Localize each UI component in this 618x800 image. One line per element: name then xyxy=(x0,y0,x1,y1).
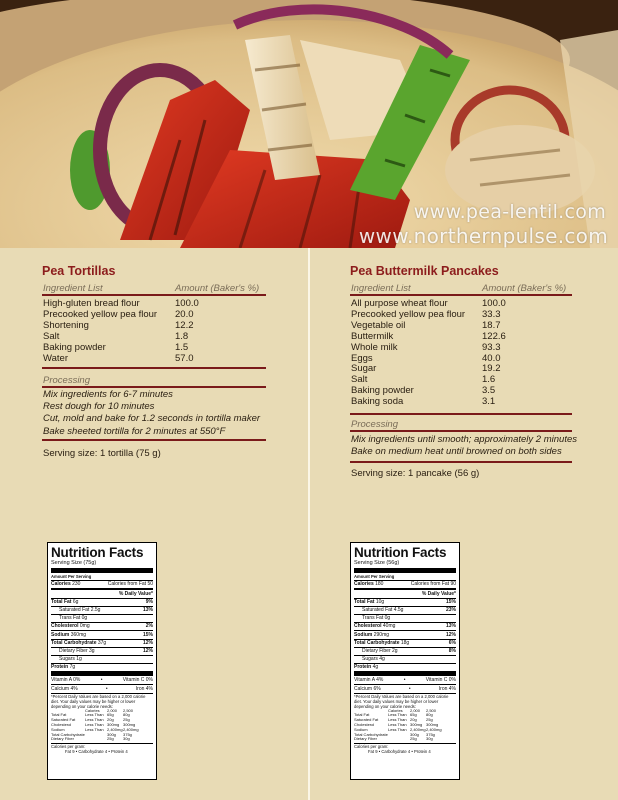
nutrient-label: Dietary Fiber xyxy=(59,647,88,654)
nutrient-row xyxy=(354,632,456,639)
daily-value-footnote: *Percent Daily Values are based on a 2,000 calorie diet. Your daily values may be higher or lower depending on your calorie needs: xyxy=(354,693,449,709)
grid-cell: Dietary Fiber xyxy=(51,736,74,742)
grid-cell: 25g xyxy=(123,717,130,723)
nutrient-row xyxy=(51,656,153,663)
ingredient-amount: 122.6 xyxy=(482,330,506,342)
mineral-row xyxy=(354,686,456,693)
iron: Iron 4% xyxy=(438,685,456,692)
vitamin-a: Vitamin A 0% xyxy=(51,677,81,684)
ingredient-amount: 1.6 xyxy=(482,374,496,386)
section-rule xyxy=(42,367,266,369)
ingredient-amount: 3.1 xyxy=(482,396,496,408)
nutrient-amount: 3g xyxy=(89,647,95,654)
ingredient-row xyxy=(351,385,581,396)
processing-steps xyxy=(351,434,577,458)
processing-rule xyxy=(350,430,572,432)
watermark-northernpulse: www.northernpulse.com xyxy=(358,224,608,248)
nutrient-row xyxy=(354,599,456,606)
nutrient-row xyxy=(354,607,456,614)
cal-fat-label: Calories from Fat xyxy=(410,580,450,587)
nutrient-label: Trans Fat xyxy=(362,615,384,622)
nutrient-dv: 23% xyxy=(445,607,456,614)
calories-value: 180 xyxy=(375,580,384,587)
processing-end-rule xyxy=(42,439,266,441)
grid-cell: Cholesterol xyxy=(51,722,72,728)
grid-cell: Less Than xyxy=(388,726,407,732)
processing-step: Mix ingredients for 6-7 minutes xyxy=(43,389,173,400)
thick-rule xyxy=(51,568,153,573)
grid-cell: 20g xyxy=(107,717,114,723)
nutrient-row xyxy=(354,640,456,647)
nutrient-amount: 18g xyxy=(400,639,410,646)
nutrient-amount: 4g xyxy=(372,663,379,670)
nutrient-row xyxy=(51,599,153,606)
nutrition-facts-label xyxy=(47,542,157,780)
grid-cell: 80g xyxy=(123,712,130,718)
daily-value-header: % Daily Value* xyxy=(421,591,456,598)
nutrient-left xyxy=(362,648,398,655)
processing-steps xyxy=(43,389,260,438)
ingredient-amount: 100.0 xyxy=(482,298,506,309)
grid-cell: 300mg xyxy=(426,722,439,728)
processing-header: Processing xyxy=(43,375,90,386)
nutrient-row xyxy=(51,607,153,614)
ingredient-amount: 40.0 xyxy=(482,352,501,364)
nutrient-dv: 6% xyxy=(448,639,456,646)
ingredient-row xyxy=(43,342,273,353)
ingredient-amount: 12.2 xyxy=(175,319,194,331)
nutrient-left xyxy=(354,599,384,606)
nutrient-left xyxy=(362,656,385,663)
vitamin-c: Vitamin C 0% xyxy=(425,677,456,684)
nutrient-amount: 2g xyxy=(392,647,398,654)
nutrient-amount: 2.5g xyxy=(90,607,101,614)
grid-cell: 2,400mg xyxy=(107,726,123,732)
calcium: Calcium 4% xyxy=(51,685,78,692)
grid-cell: 25g xyxy=(107,736,114,742)
ingredient-name: All purpose wheat flour xyxy=(351,298,448,309)
nutrient-amount: 1g xyxy=(76,655,82,662)
calories-per-gram: Calories per gram: xyxy=(51,743,86,749)
ingredient-name: Baking powder xyxy=(351,385,414,397)
grid-cell: Less Than xyxy=(388,722,407,728)
calories-value: 230 xyxy=(72,580,81,587)
processing-step: Bake sheeted tortilla for 2 minutes at 550°F xyxy=(43,425,226,437)
nutrient-row xyxy=(51,664,153,671)
ingredient-name: Vegetable oil xyxy=(351,319,406,331)
grid-cell: Total Carbohydrate xyxy=(354,731,388,737)
nutrient-label: Total Fat xyxy=(354,599,375,606)
grid-cell: Saturated Fat xyxy=(51,717,76,723)
processing-rule xyxy=(42,386,266,388)
medium-rule xyxy=(354,588,456,590)
grid-cell: Total Fat xyxy=(51,712,67,718)
ingredient-name: Sugar xyxy=(351,363,377,375)
nutrient-row xyxy=(51,640,153,647)
nutrient-left xyxy=(354,632,389,639)
nutrient-dv: 12% xyxy=(142,647,153,654)
cal-fat-value: 50 xyxy=(147,580,153,587)
nutrient-label: Cholesterol xyxy=(51,623,79,630)
ingredient-amount: 3.5 xyxy=(482,385,496,397)
grid-cell: 65g xyxy=(410,712,417,718)
grid-cell: 375g xyxy=(426,731,435,737)
nutrient-left xyxy=(59,648,95,655)
grid-cell: 20g xyxy=(410,717,417,723)
nutrient-left xyxy=(51,632,86,639)
nutrient-amount: 0g xyxy=(81,615,88,622)
grid-cell: 2,400mg xyxy=(123,726,139,732)
ingredient-row xyxy=(351,342,581,353)
bullet: • xyxy=(105,685,108,692)
nutrient-label: Total Fat xyxy=(51,599,72,606)
nutrient-amount: 10g xyxy=(375,599,385,606)
ingredient-row xyxy=(351,298,581,309)
nutrient-label: Protein xyxy=(354,663,372,670)
nutrient-dv: 13% xyxy=(445,623,456,630)
calories-from-fat xyxy=(411,581,456,588)
grid-cell: 2,000 xyxy=(107,707,118,713)
nutrient-label: Protein xyxy=(51,663,69,670)
vitamin-c: Vitamin C 0% xyxy=(122,677,153,684)
nutrient-left xyxy=(354,640,409,647)
amount-per-serving: Amount Per Serving xyxy=(354,574,395,579)
daily-value-grid xyxy=(51,709,153,743)
ingredient-name: Salt xyxy=(43,330,60,342)
nutrient-amount: 37g xyxy=(97,639,107,646)
bullet: • xyxy=(408,685,411,692)
recipe-pea-tortillas xyxy=(0,248,308,800)
ingredient-row xyxy=(351,374,581,385)
section-rule xyxy=(350,413,572,415)
ingredient-name: Whole milk xyxy=(351,341,398,353)
ingredient-list-header: Ingredient List xyxy=(43,283,103,294)
ingredient-amount: 19.2 xyxy=(482,363,501,375)
thick-rule xyxy=(354,671,456,676)
nutrient-amount: 6g xyxy=(72,599,79,606)
vitamin-a: Vitamin A 4% xyxy=(354,677,384,684)
ingredient-amount: 1.5 xyxy=(175,341,189,353)
calories-per-gram: Calories per gram: xyxy=(354,743,389,749)
processing-step: Bake on medium heat until browned on both sides xyxy=(351,446,562,458)
mineral-row xyxy=(51,686,153,693)
cal-fat-label: Calories from Fat xyxy=(107,580,147,587)
nutrient-dv: 12% xyxy=(445,631,456,638)
nutrient-dv: 15% xyxy=(445,599,456,606)
recipe-pea-buttermilk-pancakes xyxy=(310,248,618,800)
processing-step: Cut, mold and bake for 1.2 seconds in tortilla maker xyxy=(43,413,261,425)
nutrition-facts-label xyxy=(350,542,460,780)
nutrient-label: Total Carbohydrate xyxy=(51,639,97,646)
calories-from-fat xyxy=(108,581,153,588)
nutrient-left xyxy=(59,615,87,622)
ingredient-row xyxy=(43,298,273,309)
nutrient-dv: 12% xyxy=(142,639,153,646)
grid-cell: Less Than xyxy=(85,717,104,723)
grid-cell: 30g xyxy=(426,736,433,742)
grid-cell: 300mg xyxy=(123,722,136,728)
amount-header: Amount (Baker's %) xyxy=(482,283,567,294)
ingredient-amount: 33.3 xyxy=(482,308,501,320)
ingredient-row xyxy=(351,396,581,407)
nutrient-left xyxy=(51,599,78,606)
grid-cell: Total Fat xyxy=(354,712,370,718)
nutrient-label: Trans Fat xyxy=(59,615,81,622)
ingredient-amount: 93.3 xyxy=(482,341,501,353)
grid-cell: 2,400mg xyxy=(426,726,442,732)
nutrient-left xyxy=(362,607,403,614)
iron: Iron 4% xyxy=(135,685,153,692)
ingredient-row xyxy=(351,320,581,331)
grid-cell: Sodium xyxy=(51,726,65,732)
nutrient-amount: 4.5g xyxy=(393,607,404,614)
nutrient-row xyxy=(354,648,456,655)
grid-cell: Calories xyxy=(85,707,100,713)
nutrient-row xyxy=(51,648,153,655)
nutrition-title: Nutrition Facts xyxy=(354,545,447,560)
nutrient-left xyxy=(362,615,390,622)
ingredient-name: High-gluten bread flour xyxy=(43,298,140,309)
processing-header: Processing xyxy=(351,419,398,430)
calories-per-gram-detail: Fat 9 • Carbohydrate 4 • Protein 4 xyxy=(368,748,431,754)
grid-cell: Total Carbohydrate xyxy=(51,731,85,737)
bullet: • xyxy=(403,677,406,684)
nutrient-amount: 4g xyxy=(379,655,385,662)
serving-size: Serving size: 1 pancake (56 g) xyxy=(351,468,480,479)
nutrient-label: Sugars xyxy=(362,655,378,662)
calories-row xyxy=(51,581,153,588)
grid-cell: 300mg xyxy=(107,722,120,728)
amount-per-serving: Amount Per Serving xyxy=(51,574,92,579)
nutrient-left xyxy=(354,664,378,671)
nutrition-serving-size: Serving Size (75g) xyxy=(51,560,97,566)
daily-value-footnote: *Percent Daily Values are based on a 2,000 calorie diet. Your daily values may be higher or lower depending on your calorie needs: xyxy=(51,693,146,709)
vitamin-row xyxy=(354,677,456,684)
nutrient-amount: 290mg xyxy=(373,631,390,638)
nutrient-left xyxy=(51,623,90,630)
header-rule xyxy=(350,294,572,296)
nutrient-label: Cholesterol xyxy=(354,623,382,630)
calories-per-gram-detail: Fat 9 • Carbohydrate 4 • Protein 4 xyxy=(65,748,128,754)
calcium: Calcium 6% xyxy=(354,685,381,692)
grid-cell: 300g xyxy=(107,731,116,737)
ingredient-amount: 1.8 xyxy=(175,330,189,342)
grid-cell xyxy=(85,737,107,742)
nutrient-left xyxy=(354,623,395,630)
grid-cell: Less Than xyxy=(85,726,104,732)
nutrient-amount: 360mg xyxy=(70,631,87,638)
grid-cell: 2,500 xyxy=(426,707,437,713)
calories-label: Calories xyxy=(354,580,374,587)
nutrient-label: Total Carbohydrate xyxy=(354,639,400,646)
nutrient-amount: 40mg xyxy=(382,623,396,630)
ingredient-list-header: Ingredient List xyxy=(351,283,411,294)
cal-fat-value: 90 xyxy=(450,580,456,587)
nutrient-label: Sugars xyxy=(59,655,75,662)
bullet: • xyxy=(100,677,103,684)
hero-photo xyxy=(0,0,618,248)
grid-cell: Less Than xyxy=(85,722,104,728)
nutrient-left xyxy=(51,640,106,647)
ingredient-amount: 100.0 xyxy=(175,298,199,309)
grid-cell: Less Than xyxy=(388,712,407,718)
ingredient-name: Baking powder xyxy=(43,341,106,353)
grid-cell: 375g xyxy=(123,731,132,737)
grid-cell: 65g xyxy=(107,712,114,718)
ingredient-amount: 57.0 xyxy=(175,352,194,364)
daily-value-grid xyxy=(354,709,456,743)
watermark-pea-lentil: www.pea-lentil.com xyxy=(413,201,606,223)
recipe-title: Pea Buttermilk Pancakes xyxy=(350,264,499,278)
nutrient-label: Sodium xyxy=(354,631,373,638)
nutrient-dv: 2% xyxy=(145,623,153,630)
ingredient-row xyxy=(351,331,581,342)
recipe-title: Pea Tortillas xyxy=(42,264,116,278)
calories-row xyxy=(354,581,456,588)
nutrient-amount: 0mg xyxy=(79,623,90,630)
nutrition-title: Nutrition Facts xyxy=(51,545,144,560)
nutrient-dv: 9% xyxy=(145,599,153,606)
grid-cell: 80g xyxy=(426,712,433,718)
grid-cell: 300g xyxy=(410,731,419,737)
grid-cell: 25g xyxy=(410,736,417,742)
vitamin-row xyxy=(51,677,153,684)
daily-value-header: % Daily Value* xyxy=(118,591,153,598)
calories-left xyxy=(354,581,383,588)
calories-left xyxy=(51,581,80,588)
grid-cell: 2,000 xyxy=(410,707,421,713)
processing-step: Mix ingredients until smooth; approximately 2 minutes xyxy=(351,434,577,445)
ingredient-row xyxy=(351,309,581,320)
nutrient-row xyxy=(51,615,153,622)
nutrient-left xyxy=(59,607,100,614)
thick-rule xyxy=(354,568,456,573)
ingredient-name: Water xyxy=(43,352,68,364)
ingredient-row xyxy=(351,353,581,364)
nutrient-dv: 8% xyxy=(448,647,456,654)
thick-rule xyxy=(51,671,153,676)
grid-cell: Less Than xyxy=(388,717,407,723)
ingredient-row xyxy=(43,320,273,331)
nutrition-serving-size: Serving Size (56g) xyxy=(354,560,400,566)
processing-step: Rest dough for 10 minutes xyxy=(43,401,155,413)
ingredient-row xyxy=(43,309,273,320)
ingredient-amount: 18.7 xyxy=(482,319,501,331)
nutrient-row xyxy=(354,615,456,622)
serving-size: Serving size: 1 tortilla (75 g) xyxy=(43,448,161,459)
grid-cell: Sodium xyxy=(354,726,368,732)
nutrient-left xyxy=(51,664,75,671)
ingredient-amount: 20.0 xyxy=(175,308,194,320)
nutrient-dv: 15% xyxy=(142,631,153,638)
calories-label: Calories xyxy=(51,580,71,587)
ingredient-row xyxy=(43,353,273,364)
nutrient-label: Dietary Fiber xyxy=(362,647,391,654)
grid-cell: 2,500 xyxy=(123,707,134,713)
grid-cell: Dietary Fiber xyxy=(354,736,377,742)
nutrient-amount: 7g xyxy=(69,663,76,670)
ingredient-name: Precooked yellow pea flour xyxy=(351,308,466,320)
grid-cell: Calories xyxy=(388,707,403,713)
grid-cell: 30g xyxy=(123,736,130,742)
grid-cell xyxy=(388,737,410,742)
nutrient-row xyxy=(51,632,153,639)
grid-cell: 25g xyxy=(426,717,433,723)
processing-end-rule xyxy=(350,461,572,463)
nutrient-left xyxy=(59,656,82,663)
ingredient-name: Precooked yellow pea flour xyxy=(43,308,158,320)
ingredient-name: Salt xyxy=(351,374,368,386)
nutrient-row xyxy=(354,623,456,630)
ingredient-name: Buttermilk xyxy=(351,330,394,342)
grid-cell: Cholesterol xyxy=(354,722,375,728)
grid-cell: Less Than xyxy=(85,712,104,718)
ingredient-name: Shortening xyxy=(43,319,89,331)
medium-rule xyxy=(51,588,153,590)
grid-cell: 300mg xyxy=(410,722,423,728)
ingredient-row xyxy=(43,331,273,342)
nutrient-amount: 0g xyxy=(384,615,391,622)
amount-header: Amount (Baker's %) xyxy=(175,283,260,294)
nutrient-label: Sodium xyxy=(51,631,70,638)
nutrient-row xyxy=(354,664,456,671)
nutrient-row xyxy=(51,623,153,630)
nutrient-label: Saturated Fat xyxy=(362,607,393,614)
nutrient-label: Saturated Fat xyxy=(59,607,90,614)
grid-cell: Saturated Fat xyxy=(354,717,379,723)
ingredient-row xyxy=(351,363,581,374)
ingredient-name: Eggs xyxy=(351,352,373,364)
grid-cell: 2,400mg xyxy=(410,726,426,732)
nutrient-dv: 13% xyxy=(142,607,153,614)
header-rule xyxy=(42,294,266,296)
ingredient-name: Baking soda xyxy=(351,396,404,408)
nutrient-row xyxy=(354,656,456,663)
